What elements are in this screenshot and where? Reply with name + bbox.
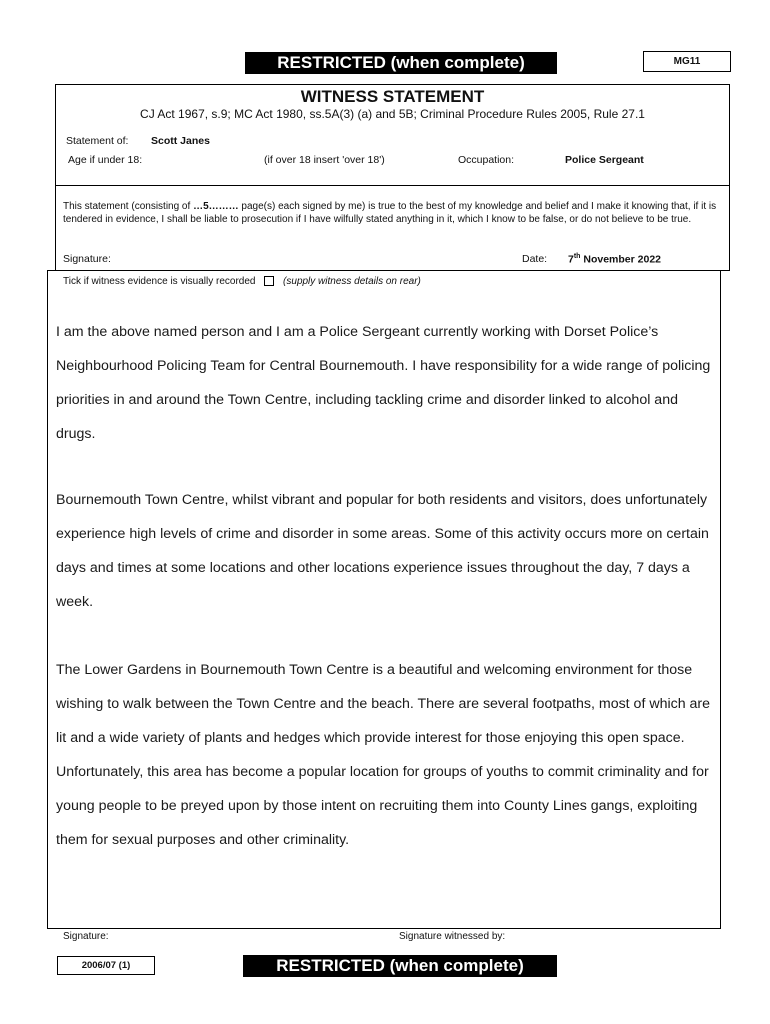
footer-signature-label: Signature: (63, 931, 109, 942)
paragraph-text: The Lower Gardens in Bournemouth Town Centre is a beautiful and welcoming environment for those wishing to walk between the Town Centre and the beach. There are several footpaths, most of which are lit and a wide variety of plants and hedges which provide interest for those enjoying this open space. Unfortunately, this area has become a popular location for groups of youths to commit criminality and for young people to be preyed upon by those intent on recruiting them into County Lines gangs, exploiting them for sexual purposes and other criminality. (56, 662, 711, 848)
restricted-banner-top: RESTRICTED (when complete) (245, 52, 557, 74)
visual-record-checkbox[interactable] (264, 276, 274, 286)
age-label: Age if under 18: (68, 154, 143, 166)
statement-of-label: Statement of: (66, 135, 129, 147)
statement-paragraph-1 (56, 315, 718, 451)
statement-paragraph-3 (56, 653, 718, 857)
date-day: 7 (568, 253, 574, 266)
declaration-text (63, 201, 725, 226)
age-hint: (if over 18 insert 'over 18') (264, 154, 385, 166)
statement-body-box (47, 270, 721, 929)
form-code-box: MG11 (643, 51, 731, 72)
header-box (55, 84, 730, 186)
visual-record-label: Tick if witness evidence is visually recorded (63, 276, 256, 287)
occupation-value[interactable]: Police Sergeant (565, 154, 644, 166)
document-title: WITNESS STATEMENT (300, 87, 485, 106)
statement-paragraph-2 (56, 483, 718, 619)
visual-record-note: (supply witness details on rear) (283, 276, 421, 287)
date-month-year: November 2022 (580, 253, 661, 266)
date-suffix: th (573, 253, 581, 260)
date-label: Date: (522, 253, 548, 265)
declaration-box (55, 185, 730, 271)
declaration-text-start: This statement (consisting of (63, 201, 194, 212)
paragraph-text: Bournemouth Town Centre, whilst vibrant and popular for both residents and visitors, does unfortunately experience high levels of crime and disorder in some areas. Some of this activity occurs more on certain days and times at some locations and other locations experience issues throughout the day, 7 days a week. (56, 492, 709, 610)
declaration-signature-label: Signature: (63, 253, 111, 265)
version-code-box: 2006/07 (1) (57, 956, 155, 975)
statement-of-value[interactable]: Scott Janes (151, 135, 210, 147)
footer-witnessed-label: Signature witnessed by: (399, 931, 506, 942)
visual-record-row (63, 275, 421, 288)
restricted-banner-bottom: RESTRICTED (when complete) (243, 955, 557, 977)
occupation-label: Occupation: (458, 154, 515, 166)
paragraph-text: I am the above named person and I am a Police Sergeant currently working with Dorset Police’s Neighbourhood Policing Team for Central Bournemouth. I have responsibility for a wide range of policing priorities in and around the Town Centre, including tackling crime and disorder linked to alcohol and drugs. (56, 324, 711, 442)
page-count[interactable]: …5……… (193, 201, 239, 212)
legislation-line: CJ Act 1967, s.9; MC Act 1980, ss.5A(3) (a) and 5B; Criminal Procedure Rules 2005, Rule 27.1 (140, 107, 645, 121)
declaration-text-end: page(s) each signed by me) is true to the best of my knowledge and belief and I make it knowing that, if it is tendered in evidence, I shall be liable to prosecution if I have wilfully stated anything in it, which I know to be false, or do not believe to be true. (63, 201, 717, 225)
date-value[interactable] (568, 253, 661, 266)
